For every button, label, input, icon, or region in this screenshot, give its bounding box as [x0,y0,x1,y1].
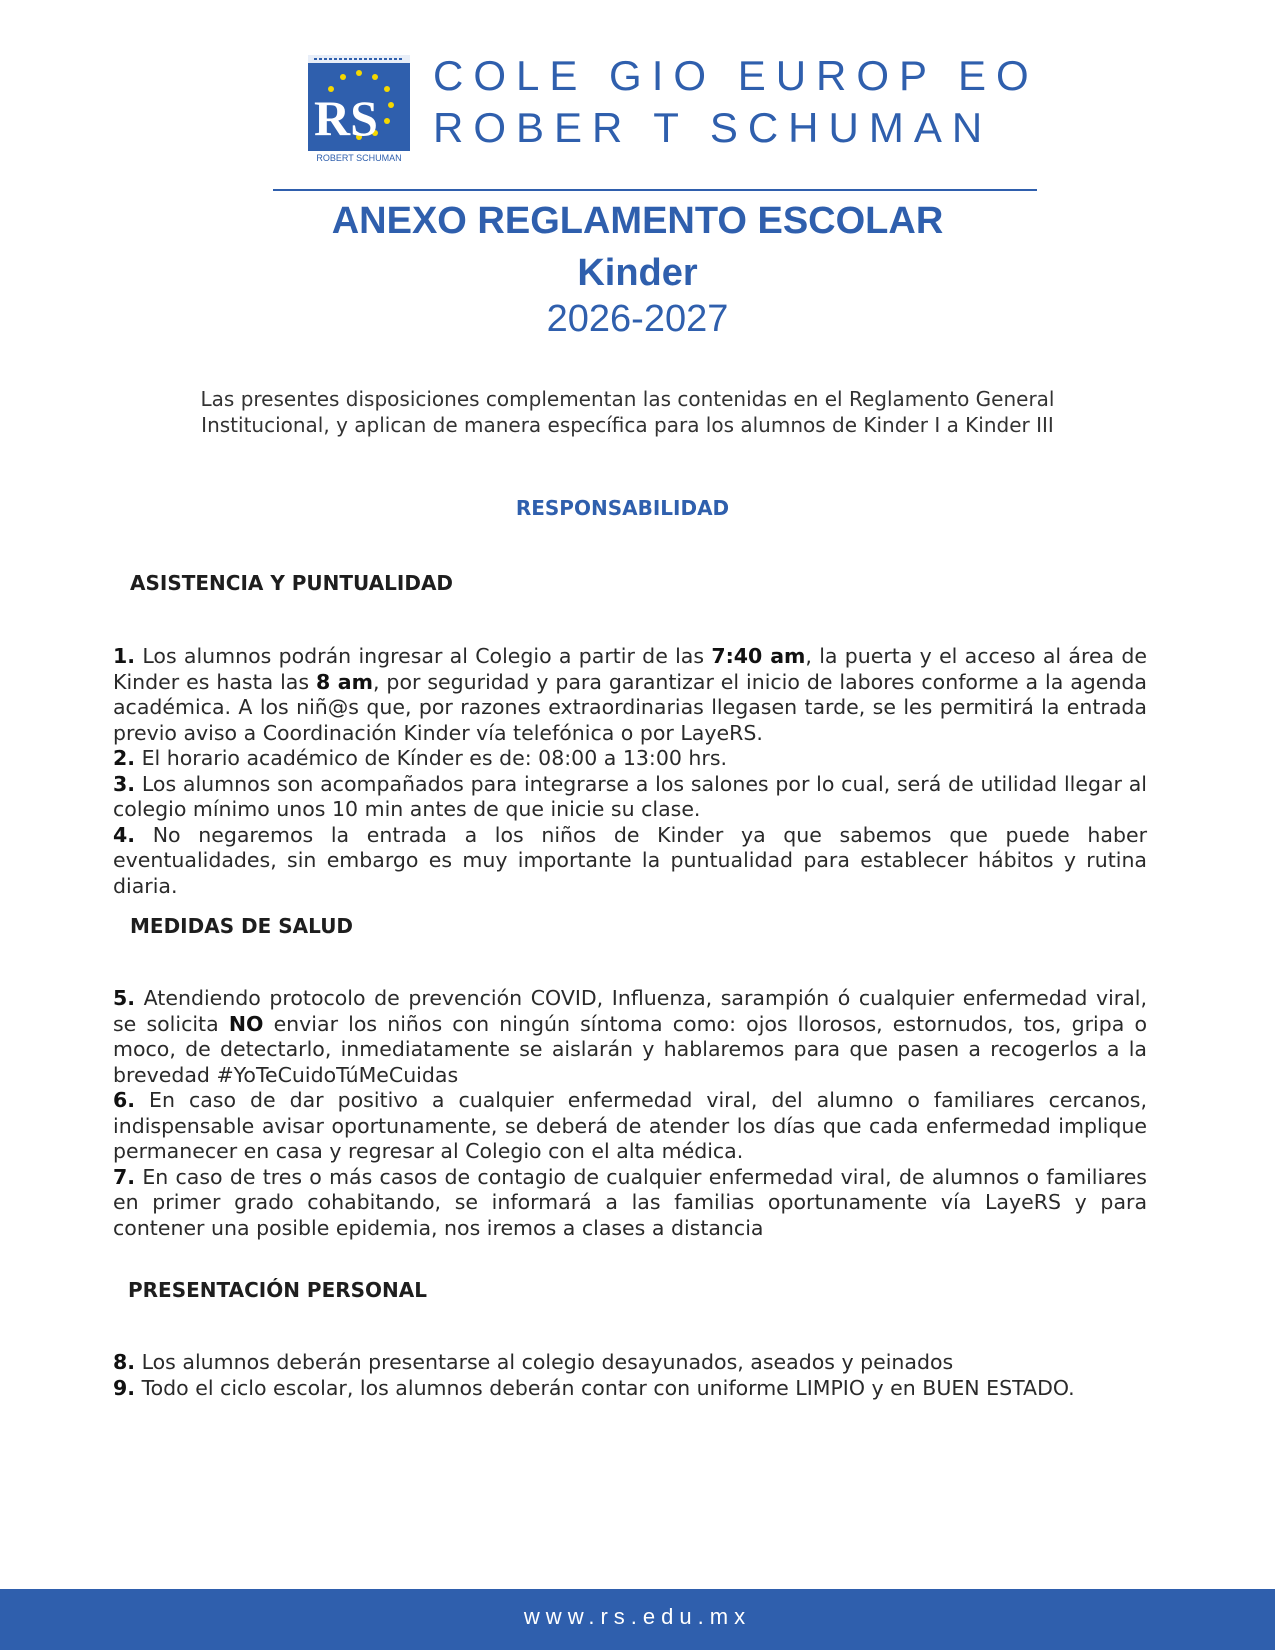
rule-8: 8. Los alumnos deberán presentarse al colegio desayunados, aseados y peinados [113,1350,954,1374]
presentacion-rules [113,1350,1147,1401]
rule-1: 1. Los alumnos podrán ingresar al Colegio a partir de las 7:40 am, la puerta y el acceso al área de Kinder es hasta las 8 am, por seguridad y para garantizar el inicio de labores conforme a la agenda académica. A los niñ@s que, por razones extraordinarias llegasen tarde, se les permitirá la entrada previo aviso a Coordinación Kinder vía telefónica o por LayeRS. [113,644,1148,745]
rule-6: 6. En caso de dar positivo a cualquier enfermedad viral, del alumno o familiares cercanos, indispensable avisar oportunamente, se deberá de atender los días que cada enfermedad implique permanecer en casa y regresar al Colegio con el alta médica. [113,1088,1147,1163]
document-level: Kinder [577,252,698,294]
heading-presentacion: PRESENTACIÓN PERSONAL [128,1278,428,1302]
rule-5: 5. Atendiendo protocolo de prevención COVID, Influenza, sarampión ó cualquier enfermedad viral, se solicita NO enviar los niños con ningún síntoma como: ojos llorosos, estornudos, tos, gripa o moco, de detectarlo, inmediatamente se aislarán y hablaremos para que pasen a recogerlos a la brevedad #YoTeCuidoTúMeCuidas [113,986,1147,1087]
header-divider [273,189,1037,191]
salud-rules [113,986,1147,1241]
footer-bar [0,1589,1275,1650]
section-title: RESPONSABILIDAD [515,496,730,520]
rule-4: 4. No negaremos la entrada a los niños de Kinder ya que sabemos que puede haber eventualidades, sin embargo es muy importante la puntualidad para establecer hábitos y rutina diaria. [113,822,1147,898]
heading-asistencia: ASISTENCIA Y PUNTUALIDAD [130,571,454,595]
svg-text:ROBERT SCHUMAN: ROBERT SCHUMAN [316,153,402,163]
school-name-line2: ROBER T SCHUMAN [433,104,993,151]
school-logo [308,55,410,163]
document-title: ANEXO REGLAMENTO ESCOLAR [331,200,944,242]
rule-3: 3. Los alumnos son acompañados para integrarse a los salones por lo cual, será de utilidad llegar al colegio mínimo unos 10 min antes de que inicie su clase. [113,771,1147,821]
document-year: 2026-2027 [546,298,729,340]
rule-9: 9. Todo el ciclo escolar, los alumnos deberán contar con uniforme LIMPIO y en BUEN ESTADO. [113,1375,1075,1400]
intro-line-1: Las presentes disposiciones complementan las contenidas en el Reglamento General [200,387,1055,411]
rule-7: 7. En caso de tres o más casos de contagio de cualquier enfermedad viral, de alumnos o familiares en primer grado cohabitando, se informará a las familias oportunamente vía LayeRS y para contener una posible epidemia, nos iremos a clases a distancia [113,1164,1147,1240]
rule-2: 2. El horario académico de Kínder es de: 08:00 a 13:00 hrs. [113,746,728,770]
asistencia-rules [113,644,1147,899]
school-name [433,50,1039,154]
heading-salud: MEDIDAS DE SALUD [130,914,354,938]
intro-line-2: Institucional, y aplican de manera específica para los alumnos de Kinder I a Kinder III [201,413,1054,437]
svg-text:RS: RS [314,90,378,146]
intro-text [170,386,1085,438]
website-link[interactable]: www.rs.edu.mx [523,1604,752,1629]
school-name-line1: COLE GIO EUROP EO [433,52,1039,99]
